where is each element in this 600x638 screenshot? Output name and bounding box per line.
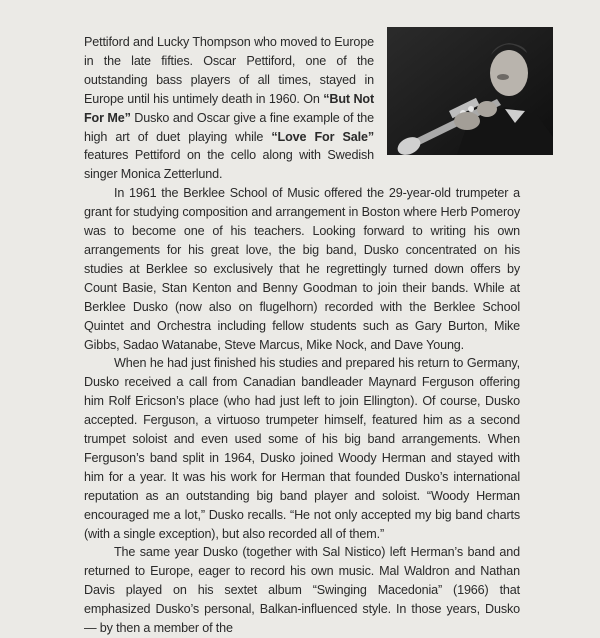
paragraph-1	[84, 33, 374, 184]
paragraph-3: When he had just finished his studies and prepared his return to Germany, Dusko received a call from Canadian bandleader Maynard Ferguson offering him Rolf Ericson’s place (who had just left to join Ellington). Of course, Dusko accepted. Ferguson, a virtuoso trumpeter himself, featured him as a second trumpet soloist and even used some of his big band arrangements. When Ferguson’s band split in 1964, Dusko joined Woody Herman and stayed with him for a year. It was his work for Herman that founded Dusko’s international reputation as an outstanding big band player and soloist. “Woody Herman encouraged me a lot,” Dusko recalls. “He not only accepted my big band charts (with a single exception), but also recorded all of them.”	[84, 356, 520, 541]
song-title-love-for-sale: “Love For Sale”	[271, 129, 374, 144]
article-text	[84, 33, 520, 638]
paragraph-4: The same year Dusko (together with Sal Nistico) left Herman’s band and returned to Europe, eager to record his own music. Mal Waldron and Nathan Davis played on his sextet album “Swinging Macedonia” (1966) that emphasized Dusko’s personal, Balkan-influenced style. In those years, Dusko — by then a member of the	[84, 545, 520, 636]
paragraph-1-part-a: Pettiford and Lucky Thompson who moved to Europe in the late fifties. Oscar Pettiford, one of the outstanding bass players of all times, stayed in Europe until his untimely death in 1960. On	[84, 35, 374, 106]
paragraph-1-part-b: Dusko and Oscar give a fine example of the high art of duet playing while	[84, 110, 374, 144]
paragraph-1-part-c: features Pettiford on the cello along with Swedish singer Monica Zetterlund.	[84, 148, 374, 182]
song-title-but-not-for-me: “But Not For Me”	[84, 91, 374, 125]
paragraph-2: In 1961 the Berklee School of Music offered the 29-year-old trumpeter a grant for studying composition and arrangement in Boston where Herb Pomeroy was to become one of his teachers. Looking forward to writing his own arrangements for his great love, the big band, Dusko concentrated on his studies at Berklee so exclusively that he regrettingly turned down offers by Count Basie, Stan Kenton and Benny Goodman to join their bands. While at Berklee Dusko (now also on flugelhorn) recorded with the Berklee School Quintet and Orchestra including fellow students such as Gary Burton, Mike Gibbs, Sadao Watanabe, Steve Marcus, Mike Nock, and Dave Young.	[84, 186, 520, 352]
